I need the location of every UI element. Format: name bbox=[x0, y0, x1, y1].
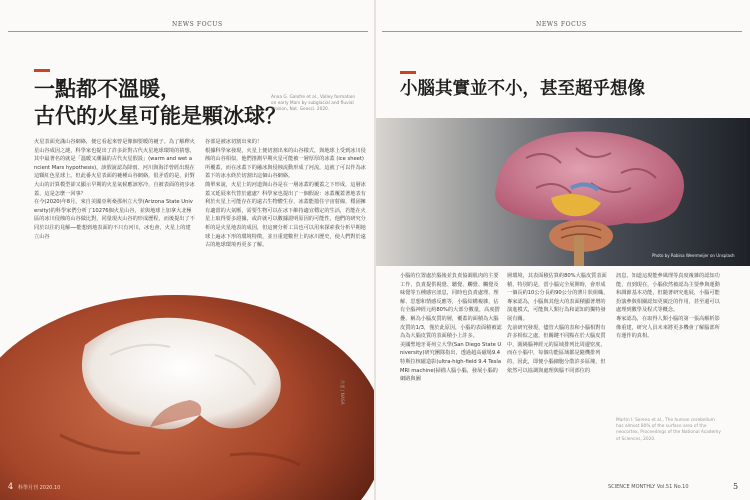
header-rule-left bbox=[8, 31, 368, 32]
footer-text-right: SCIENCE MONTHLY Vol.51 No.10 bbox=[608, 484, 689, 490]
photo-credit: Photo by Robina Weermeijer on Unsplash bbox=[652, 253, 735, 258]
body-text-column-1: 火星表面充滿山谷網絡，便它看起來曾是像個要暖的褳子。為了解釋火星山谷成因之謎，科學家也提出了許多針對古代火星地球環境的猜想，其中最著名的就是「溫暖又潮濕的古代火星假設」(warm and wet ancient Mars hypothesis)，該假說認為降雨、河川與海洋曾經出現在這顆紅色星球上。但此番火星表面的褳種山谷網絡，很矛盾的是，針對大山的計算模型卻又顯示早期的火星氣候應該寒冷，自被表面的初步冰蓋，這是怎麼一回事？ 在今(2020)年8月，來自美國亞利桑那州立大學(Arizona State University)的科學家們分析了10276個火星山谷，並與地球上加拿大北極區的冰川侵蝕的山谷做比對，同量現火山谷的形成歷程，而後提出了不同於以往的見解──能想到地表面的不只有河川，冰也會，火星上的建立山谷 bbox=[34, 139, 195, 240]
page-number-left: 4 bbox=[8, 482, 14, 491]
title-accent-bar bbox=[34, 69, 50, 72]
left-page bbox=[0, 0, 374, 500]
title-accent-bar-right bbox=[400, 71, 416, 74]
header-rule-right bbox=[382, 31, 742, 32]
running-head-left: NEWS FOCUS bbox=[172, 21, 223, 28]
body-text-column-3-right: 訊息，知道這現能參風理等真度複雜的認知功能，直到現在，小腦依然被認為主要參與運動和調節基本功能，但隨著研究進展，小腦可能扮演參與相關認知更廣泛的作用，甚至還可以處理到數學及程式等概念。 專家認為，在取得人類小腦的第一張高解析影像重建，研究人員未來將更多機會了解腦部所有運作的真相。 bbox=[616, 273, 720, 340]
article-title-line-2: 古代的火星可能是顆冰球？ bbox=[34, 103, 286, 128]
article-reference: Anna G. Galofre et al., Valley formation on early Mars by subglacial and fluvial erosion, Nat. Geosci. 2020. bbox=[271, 95, 356, 113]
mars-image bbox=[0, 285, 374, 500]
mars-image-label: 火星 | NASA bbox=[339, 380, 344, 405]
body-text-column-2-right: 層環境，其表面積估算約80%大腦皮質表面積，特別的是，當小腦完全展開時，會形成一個長約10公分長約90公分的薄片狀組織，專家認為，小腦與其他大的表面積顯著增的演進模式，可能與人類行為和認知的獨特發展有關。 先前研究發現，儘管大腦的表和小腦相對有許多相似之處，但關鍵不同點在於大腦皮質中，圍繞腦神經元的區域排列比周邊密度，而在小腦中，每個功能區域都是隨機排列的，因此，即便小腦細胞分散許多區塊，但依然可以協調與處理與腦不同部位的 bbox=[507, 273, 609, 374]
brain-model-image bbox=[376, 118, 750, 266]
article-reference-right: Martin I. Sereno et al., The human cerebellum has almost 80% of the surface area of the neocortex, Proceedings of the National Academy of Sciences, 2020. bbox=[616, 418, 721, 442]
running-head-right: NEWS FOCUS bbox=[536, 21, 587, 28]
right-page bbox=[376, 0, 750, 500]
footer-text-left: 科學月刊 2020.10 bbox=[18, 485, 61, 491]
article-title-line-1: 一點都不溫暖， bbox=[34, 76, 181, 101]
body-text-column-2: 谷部是被冰切割出來的！ 根據科學家發現，火星上便切割出來的山谷樣式，與地球上受到冰川侵蝕的山谷相似，他們推測早期火星可能被一層厚厚的冰蓋 (ice sheet) 所覆蓋，而在冰蓋下的融冰與侵蝕流動形成了河流，這就了可以作為冰蓋下的冰水終於切割出這個山谷網絡。 簡單來說，火星上的河道與山谷是在一層冰蓋的覆蓋之下形成，這層冰蓋又延展來代替於處處？科學家也提出了一個假說：冰蓋覆蓋著地表有利於火星上可能存在的遠古生物體生存，冰蓋能擋住宇宙射線，穩固擁有適當的大氣壓，需要生物可以在冰下維持適宜穩定的生活，若能在火星上取得要多證據，或許就可以數據證明原因的可能性，他們的研究分析的是火星地表的成因，但這實分析工具也可以用來探索我分析早期地球上遍冰下形的環境特徵，並且重建數世上的冰川歷史，使人們對於遠古的地球環境再更多了解。 bbox=[205, 139, 366, 249]
page-number-right: 5 bbox=[733, 482, 739, 491]
article-title-right: 小腦其實並不小，甚至超乎想像 bbox=[400, 79, 645, 99]
body-text-column-1-right: 小腦的位置處於腦後並負責協調肌肉的主要工作，負責提供視覺、聽覺、觸覺、觸覺及味覺等五種感官訊息，同時也負責處理、理解、思想和情感反應等，小腦結構複雜，佔有全腦神經元約80%的大部分數量，高度摺疊、稱為小腦皮質的層，覆蓋的面積為大腦皮質的1/3，僅於此原因，小腦的表面積被認為為大腦皮質的表面積小上許多。 美國聖地牙哥州立大學(San Diego State University)研究團隊指出，透過超高磁場9.4特斯拉核磁造影(ultra-high-field 9.4 Tesla MRI machine)掃描人腦小腦，發展小腦的網路與圖 bbox=[400, 273, 502, 383]
